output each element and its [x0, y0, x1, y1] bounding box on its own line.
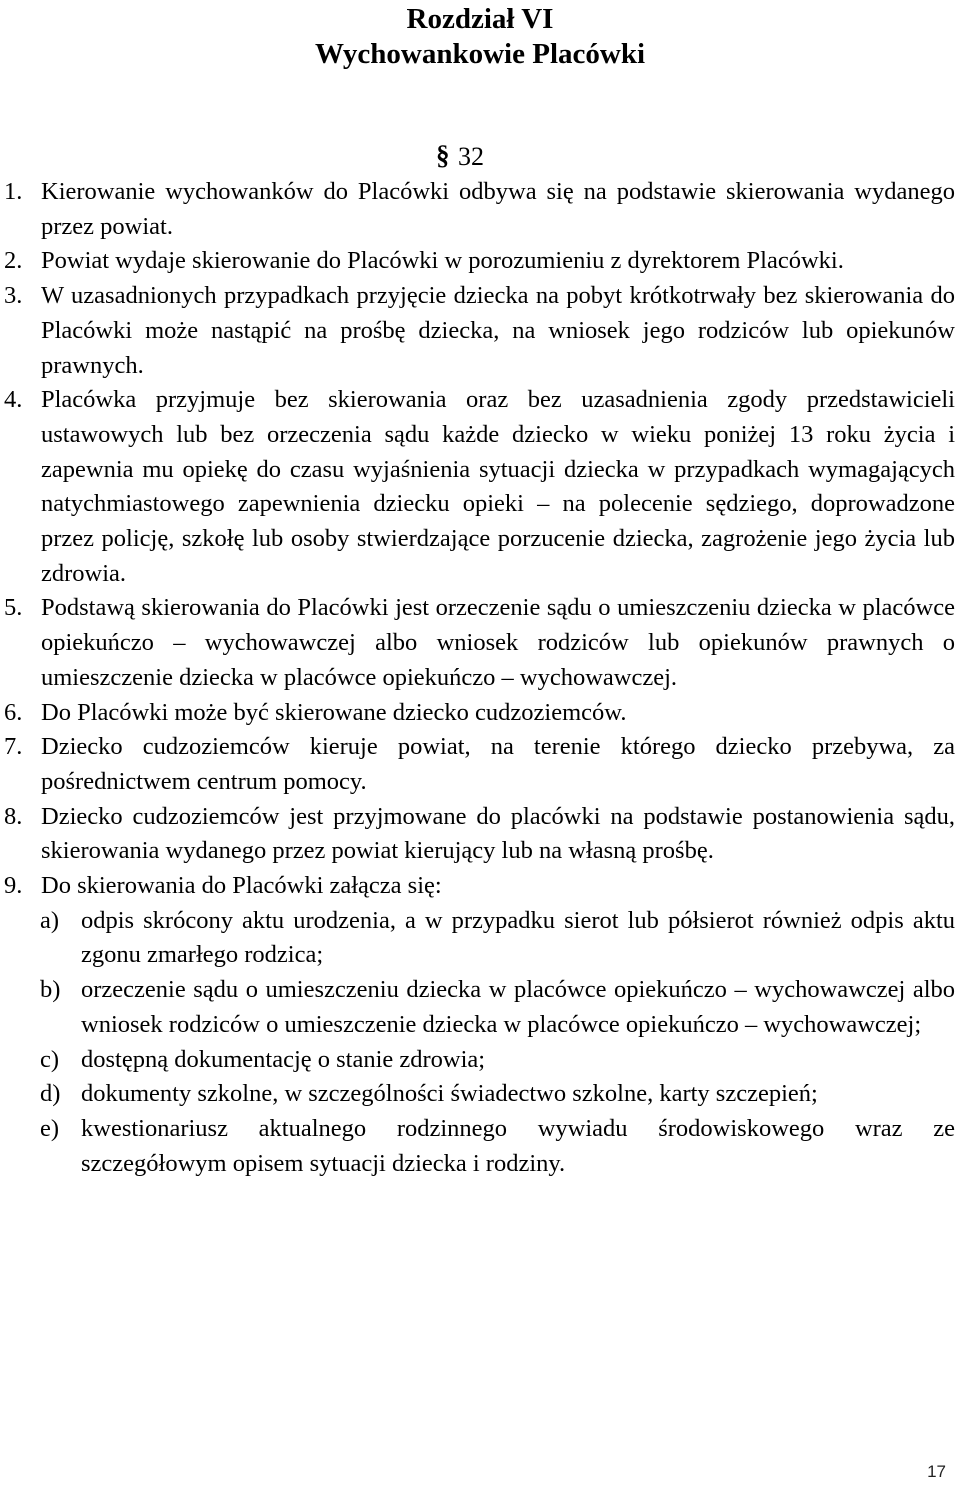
section-sign: § — [436, 140, 450, 170]
item-text: Kierowanie wychowanków do Placówki odbywa się na podstawie skierowania wydanego przez powiat. — [41, 178, 955, 240]
item-number: 9. — [4, 872, 23, 900]
sub-item-text: dostępną dokumentację o stanie zdrowia; — [81, 1045, 486, 1073]
item-number: 5. — [4, 594, 23, 622]
sub-item-letter: b) — [40, 976, 61, 1004]
list-item — [0, 730, 960, 799]
sub-item-letter: a) — [40, 906, 60, 934]
item-text: Placówka przyjmuje bez skierowania oraz bez uzasadnienia zgody przedstawicieli ustawowych lub bez orzeczenia sądu każde dziecko w wieku poniżej 13 roku życia i zapewnia mu opiekę do czasu wyjaśnienia sytuacji dziecka w przypadkach wymagających natychmiastowego zapewnienia dziecku opieki – na polecenie sędziego, doprowadzone przez policję, szkołę lub osoby stwierdzające porzucenie dziecka, zagrożenie jego życia lub zdrowia. — [41, 386, 955, 587]
list-item — [0, 591, 960, 695]
item-number: 8. — [4, 802, 23, 830]
list-item — [0, 279, 960, 383]
sub-list-item — [0, 1077, 960, 1112]
list-item — [0, 800, 960, 869]
sub-list-item — [0, 973, 960, 1042]
item-text: Dziecko cudzoziemców kieruje powiat, na terenie którego dziecko przebywa, za pośrednictwem centrum pomocy. — [41, 733, 955, 795]
sub-item-text: orzeczenie sądu o umieszczeniu dziecka w placówce opiekuńczo – wychowawczej albo wniosek rodziców o umieszczenie dziecka w placówce opiekuńczo – wychowawczej; — [81, 976, 955, 1038]
sub-item-text: kwestionariusz aktualnego rodzinnego wywiadu środowiskowego wraz ze szczegółowym opisem sytuacji dziecka i rodziny. — [81, 1114, 955, 1177]
item-number: 3. — [4, 282, 23, 310]
item-text: Do Placówki może być skierowane dziecko cudzoziemców. — [41, 698, 627, 726]
paragraph-list — [0, 175, 960, 1181]
item-number: 2. — [4, 247, 23, 275]
item-number: 4. — [4, 386, 23, 414]
page-number: 17 — [927, 1462, 946, 1481]
list-item — [0, 175, 960, 244]
item-text: Do skierowania do Placówki załącza się: — [41, 872, 442, 900]
sub-item-letter: c) — [40, 1045, 60, 1073]
sub-list-item — [0, 1112, 960, 1181]
sub-item-text: dokumenty szkolne, w szczególności świadectwo szkolne, karty szczepień; — [81, 1080, 818, 1108]
sub-list-item — [0, 904, 960, 973]
sub-item-letter: d) — [40, 1080, 61, 1108]
item-number: 6. — [4, 698, 23, 726]
item-text: Dziecko cudzoziemców jest przyjmowane do placówki na podstawie postanowienia sądu, skierowania wydanego przez powiat kierujący lub na własną prośbę. — [41, 802, 955, 865]
list-item — [0, 869, 960, 904]
item-number: 7. — [4, 733, 23, 761]
list-item — [0, 244, 960, 279]
item-text: Podstawą skierowania do Placówki jest orzeczenie sądu o umieszczeniu dziecka w placówce opiekuńczo – wychowawczej albo wniosek rodziców lub opiekunów prawnych o umieszczenie dziecka w placówce opiekuńczo – wychowawczej. — [41, 594, 955, 691]
list-item — [0, 696, 960, 731]
sub-item-text: odpis skrócony aktu urodzenia, a w przypadku sierot lub półsierot również odpis aktu zgonu zmarłego rodzica; — [81, 906, 955, 969]
chapter-subtitle: Wychowankowie Placówki — [314, 38, 646, 70]
section-number: 32 — [458, 142, 484, 171]
item-text: Powiat wydaje skierowanie do Placówki w porozumieniu z dyrektorem Placówki. — [41, 247, 844, 275]
chapter-title: Rozdział VI — [406, 3, 554, 35]
sub-list-item — [0, 1043, 960, 1078]
item-text: W uzasadnionych przypadkach przyjęcie dziecka na pobyt krótkotrwały bez skierowania do Placówki może nastąpić na prośbę dziecka, na wniosek jego rodziców lub opiekunów prawnych. — [41, 282, 955, 379]
item-number: 1. — [4, 178, 23, 205]
sub-item-letter: e) — [40, 1114, 60, 1142]
list-item — [0, 383, 960, 591]
